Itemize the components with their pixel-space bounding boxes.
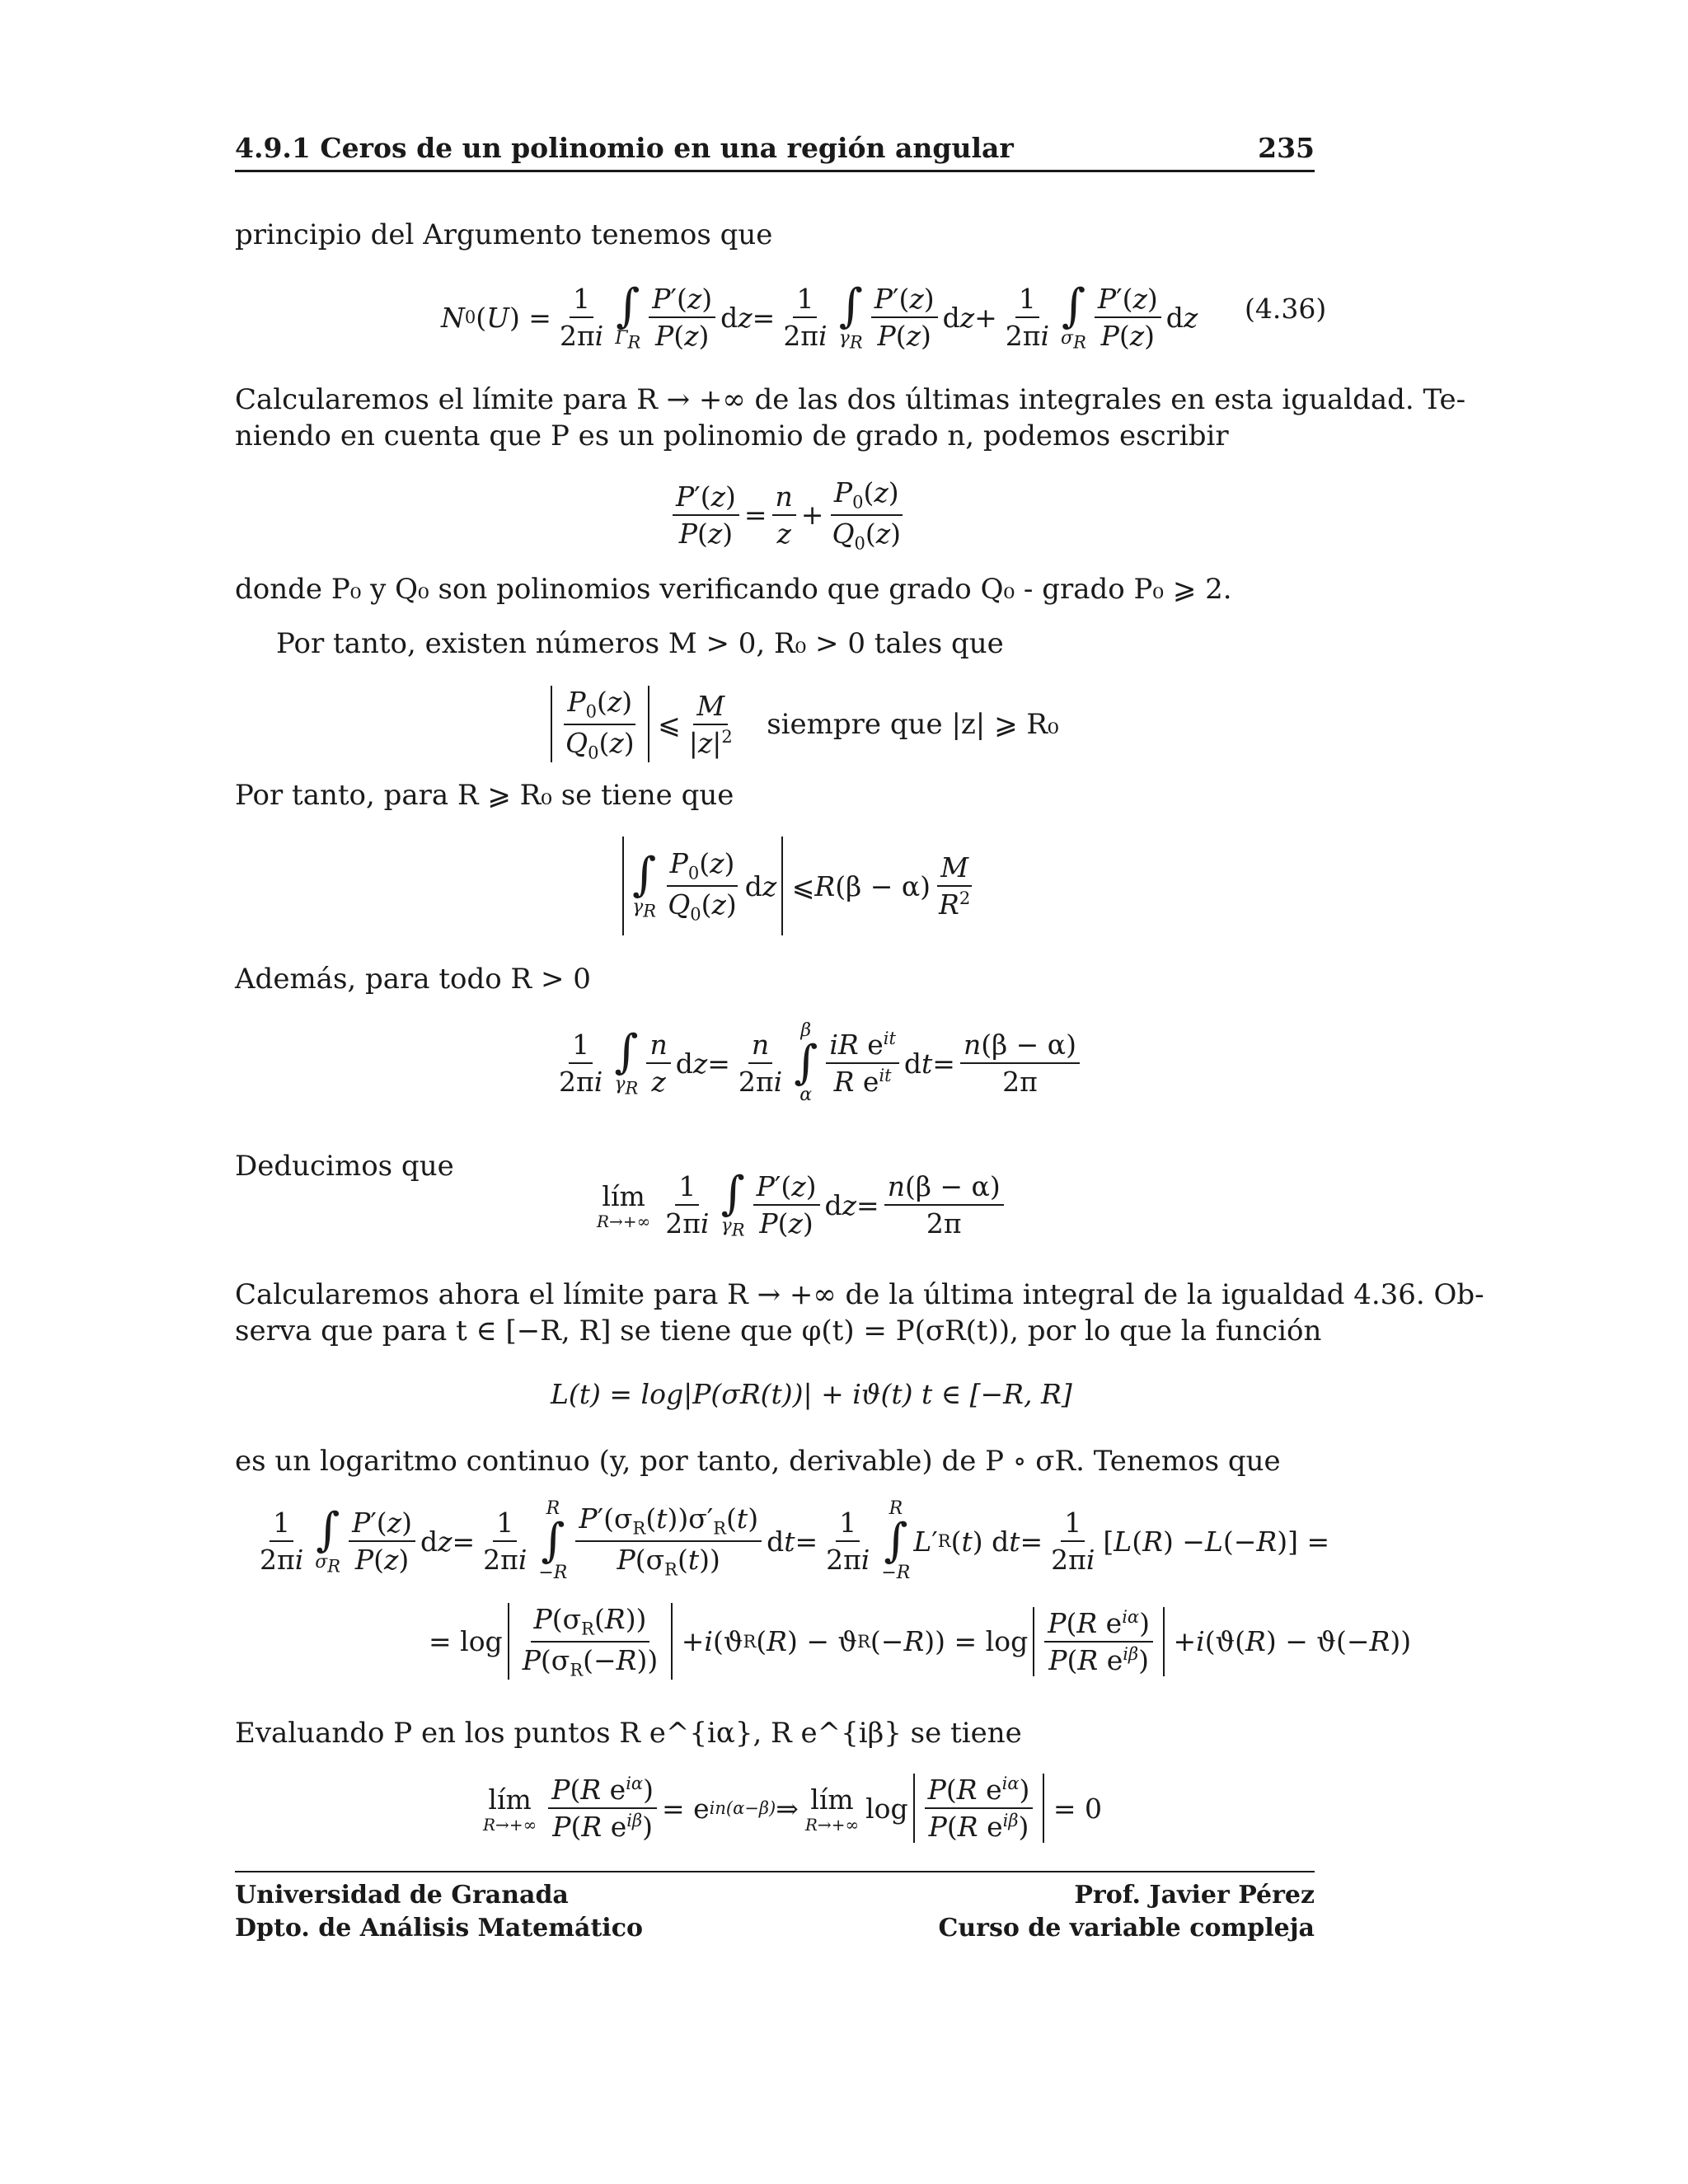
equation-L-definition: L(t) = log|P(σR(t))| + iϑ(t) t ∈ [−R, R]	[551, 1378, 1072, 1410]
equation-sigma-line-2: = log $\frac{P(\sigma_R(R))}{P(\sigma_R(-R))}$ + i (ϑ R ( R ) − ϑ R (− R )) = log $\frac{P(R e^{i\alpha})}{P(R e^{i\beta})}$ + i (ϑ( R ) − ϑ(− R ))	[429, 1603, 1412, 1680]
paragraph-9: Calcularemos ahora el límite para R → +∞ de la última integral de la igualdad 4.36. Ob-	[235, 1278, 1484, 1311]
equation-n-over-z: $\frac{1}{2\pi i}$ ∫ $\gamma_R$ $\frac{n}{z}$ d z = $\frac{n}{2\pi i}$ β ∫ α $\frac{iR e^{it}}{R e^{it}}$ d t = $\frac{n(\beta - \alpha)}{2\pi}$	[551, 1022, 1085, 1104]
page-header	[235, 132, 1315, 172]
footer-course: Curso de variable compleja	[938, 1914, 1315, 1943]
paragraph-3: niendo en cuenta que P es un polinomio de grado n, podemos escribir	[235, 419, 1229, 452]
footer-right	[938, 1879, 1315, 1945]
paragraph-11: es un logaritmo continuo (y, por tanto, derivable) de P ∘ σR. Tenemos que	[235, 1445, 1281, 1478]
paragraph-2: Calcularemos el límite para R → +∞ de las dos últimas integrales en esta igualdad. Te-	[235, 383, 1466, 416]
footer-author: Prof. Javier Pérez	[1074, 1881, 1315, 1910]
equation-decomposition: $\frac{P'(z)}{P(z)}$ = $\frac{n}{z}$ + $\frac{P_0(z)}{Q_0(z)}$	[668, 476, 909, 553]
footer-rule	[235, 1871, 1315, 1872]
paragraph-12: Evaluando P en los puntos R e^{iα}, R e^{iβ} se tiene	[235, 1717, 1022, 1750]
paragraph-6: Por tanto, para R ⩾ R₀ se tiene que	[235, 779, 734, 812]
equation-final-limit: lím R→+∞ $\frac{P(R e^{i\alpha})}{P(R e^{i\beta})}$ = e in(α−β) ⇒ lím R→+∞ log $\frac{P(R e^{i\alpha})}{P(R e^{i\beta})}$ = 0	[483, 1774, 1103, 1843]
section-title: 4.9.1 Ceros de un polinomio en una región angular	[235, 132, 1014, 164]
paragraph-1: principio del Argumento tenemos que	[235, 218, 773, 251]
equation-number: (4.36)	[1245, 293, 1327, 325]
inequality-bound: $\frac{P_0(z)}{Q_0(z)}$ ⩽ $\frac{M}{|z|^2}$ siempre que |z| ⩾ R₀	[551, 686, 1059, 762]
paragraph-10: serva que para t ∈ [−R, R] se tiene que φ(t) = P(σR(t)), por lo que la función	[235, 1315, 1322, 1347]
footer-university: Universidad de Granada	[235, 1881, 569, 1910]
inequality-condition: siempre que |z| ⩾ R₀	[767, 707, 1059, 741]
paragraph-4: donde P₀ y Q₀ son polinomios verificando que grado Q₀ - grado P₀ ⩾ 2.	[235, 573, 1232, 606]
paragraph-5: Por tanto, existen números M > 0, R₀ > 0 tales que	[276, 627, 1004, 660]
equation-4-36: N 0 ( U ) = $\frac{1}{2\pi i}$ ∫ $\Gamma_R$ $\frac{P'(z)}{P(z)}$ d z = $\frac{1}{2\pi i}$ ∫ $\gamma_R$ $\frac{P'(z)}{P(z)}$ d z + $\frac{1}{2\pi i}$ ∫ $\sigma_R$ $\frac{P'(z)}{P(z)}$ d z	[441, 279, 1198, 353]
equation-sigma-line-1: $\frac{1}{2\pi i}$ ∫ $\sigma_R$ $\frac{P'(z)}{P(z)}$ d z = $\frac{1}{2\pi i}$ R ∫ −R $\frac{P'(\sigma_R(t))\sigma'_R(t)}{P(\sigma_R(t))}$ d t = $\frac{1}{2\pi i}$ R ∫ −R L ′ R ( t ) d t = $\frac{1}{2\pi i}$ [ L ( R ) − L (− R )] =	[260, 1498, 1330, 1583]
integral-bound: ∫ $\gamma_R$ $\frac{P_0(z)}{Q_0(z)}$ d z ⩽ R (β − α) $\frac{M}{R^2}$	[622, 837, 978, 935]
footer-department: Dpto. de Análisis Matemático	[235, 1914, 643, 1943]
paragraph-8: Deducimos que	[235, 1150, 454, 1183]
footer-left	[235, 1879, 643, 1945]
page-number: 235	[1258, 132, 1315, 164]
equation-limit: lím R→+∞ $\frac{1}{2\pi i}$ ∫ $\gamma_R$ $\frac{P'(z)}{P(z)}$ d z = $\frac{n(\beta - \alpha)}{2\pi}$	[593, 1170, 1009, 1240]
paragraph-7: Además, para todo R > 0	[235, 963, 591, 996]
